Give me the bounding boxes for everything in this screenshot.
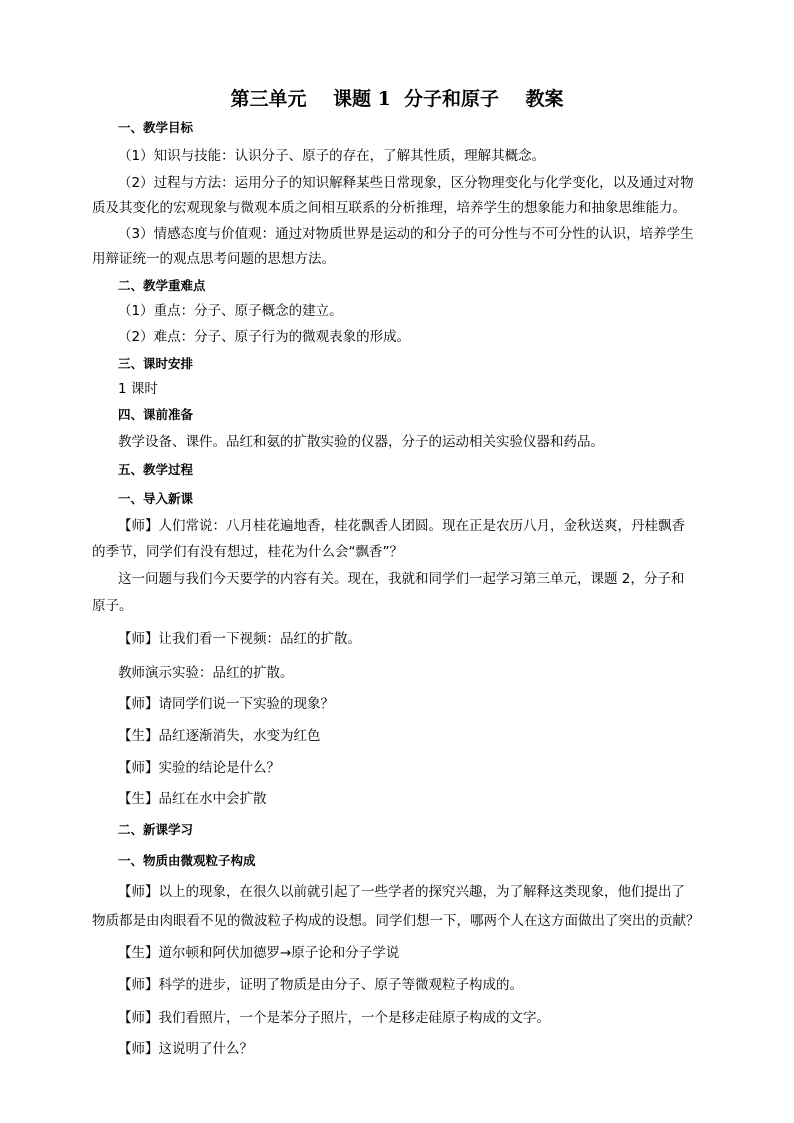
paragraph-line: 教学设备、课件。品红和氨的扩散实验的仪器，分子的运动相关实验仪器和药品。 bbox=[118, 434, 604, 450]
heading-section-1: 一、物质由微观粒子构成 bbox=[118, 853, 256, 868]
paragraph-line: 【师】请同学们说一下实验的现象？ bbox=[118, 696, 334, 712]
paragraph-line: （3）情感态度与价值观：通过对物质世界是运动的和分子的可分性与不可分性的认识，培养学生 bbox=[118, 226, 694, 242]
heading-objectives: 一、教学目标 bbox=[118, 120, 194, 135]
paragraph-line: 【师】实验的结论是什么？ bbox=[118, 760, 280, 776]
paragraph-line: （2）难点：分子、原子行为的微观表象的形成。 bbox=[118, 329, 411, 345]
paragraph-line: 【师】我们看照片，一个是苯分子照片，一个是移走硅原子构成的文字。 bbox=[118, 1010, 550, 1026]
paragraph-line: 【生】品红在水中会扩散 bbox=[118, 791, 267, 807]
heading-schedule: 三、课时安排 bbox=[118, 356, 194, 371]
heading-process: 五、教学过程 bbox=[118, 462, 194, 477]
heading-key-points: 二、教学重难点 bbox=[118, 278, 206, 293]
heading-preparation: 四、课前准备 bbox=[118, 407, 194, 422]
paragraph-line: 的季节，同学们有没有想过，桂花为什么会“飘香”？ bbox=[92, 544, 403, 560]
paragraph-line: 这一问题与我们今天要学的内容有关。现在，我就和同学们一起学习第三单元，课题 2，分子和 bbox=[118, 571, 685, 587]
paragraph-line: 用辩证统一的观点思考问题的思想方法。 bbox=[92, 251, 335, 267]
paragraph-line: 教师演示实验：品红的扩散。 bbox=[118, 665, 294, 681]
paragraph-line: 【师】让我们看一下视频：品红的扩散。 bbox=[118, 631, 361, 647]
paragraph-line: （1）重点：分子、原子概念的建立。 bbox=[118, 303, 343, 319]
page-title: 第三单元 课题 1 分子和原子 教案 bbox=[230, 88, 564, 110]
heading-intro: 一、导入新课 bbox=[118, 491, 194, 506]
paragraph-line: 质及其变化的宏观现象与微观本质之间相互联系的分析推理，培养学生的想象能力和抽象思维能力。 bbox=[92, 200, 686, 216]
paragraph-line: 原子。 bbox=[92, 598, 133, 614]
paragraph-line: 物质都是由肉眼看不见的微波粒子构成的设想。同学们想一下，哪两个人在这方面做出了突出的贡献？ bbox=[92, 913, 700, 929]
paragraph-line: 【师】科学的进步，证明了物质是由分子、原子等微观粒子构成的。 bbox=[118, 977, 523, 993]
paragraph-line: 【生】品红逐渐消失，水变为红色 bbox=[118, 728, 321, 744]
paragraph-line: （1）知识与技能：认识分子、原子的存在，了解其性质，理解其概念。 bbox=[118, 148, 546, 164]
paragraph-line: 【师】人们常说：八月桂花遍地香，桂花飘香人团圆。现在正是农历八月，金秋送爽，丹桂飘香 bbox=[118, 518, 685, 534]
paragraph-line: 【生】道尔顿和阿伏加德罗→原子论和分子学说 bbox=[118, 945, 400, 961]
paragraph-line: 【师】以上的现象，在很久以前就引起了一些学者的探究兴趣，为了解释这类现象，他们提出了 bbox=[118, 884, 685, 900]
heading-new-lesson: 二、新课学习 bbox=[118, 822, 194, 837]
paragraph-line: 1 课时 bbox=[118, 381, 158, 397]
paragraph-line: （2）过程与方法：运用分子的知识解释某些日常现象，区分物理变化与化学变化，以及通过对物 bbox=[118, 175, 694, 191]
paragraph-line: 【师】这说明了什么？ bbox=[118, 1041, 253, 1057]
